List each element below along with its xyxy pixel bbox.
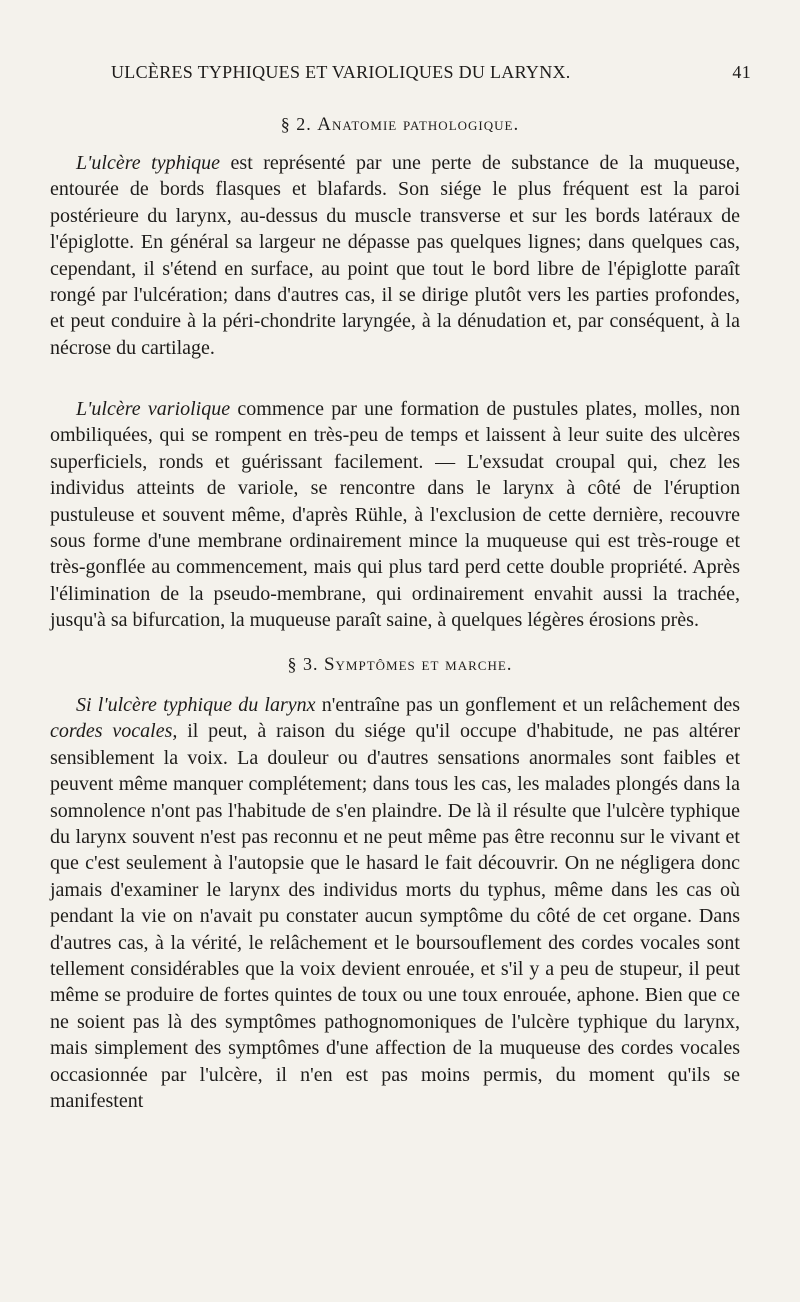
running-head-title: ULCÈRES TYPHIQUES ET VARIOLIQUES DU LARYNX. <box>111 62 571 82</box>
section-symbol: § 3. <box>287 654 319 674</box>
page-number: 41 <box>732 62 751 82</box>
section-title: Anatomie pathologique. <box>317 114 520 135</box>
section-heading-anatomie <box>0 114 800 136</box>
italic-term: L'ulcère typhique <box>76 152 221 174</box>
paragraph-ulcere-variolique <box>50 396 740 634</box>
paragraph-text: commence par une formation de pustules plates, molles, non ombiliquées, qui se rompent en très-peu de temps et laissent à leur suite des ulcères superficiels, ronds et guérissant facilement. — L'exsudat croupal qui, chez les individus atteints de variole, se rencontre dans le larynx à côté de l'éruption pustuleuse et souvent même, d'après Rühle, à l'exclusion de cette dernière, recouvre sous forme d'une membrane ordinairement mince la muqueuse qui est très-rouge et très-gonflée au commencement, mais qui plus tard perd cette double propriété. Après l'élimination de la pseudo-membrane, qui ordinairement envahit aussi la trachée, jusqu'à sa bifurcation, la muqueuse paraît saine, à quelques légères érosions près. <box>50 398 740 632</box>
paragraph-symptomes <box>50 692 740 1115</box>
running-head <box>0 62 800 86</box>
italic-term: L'ulcère variolique <box>76 398 231 420</box>
section-title: Symptômes et marche. <box>323 654 513 675</box>
italic-term: cordes vocales, <box>50 720 178 743</box>
section-symbol: § 2. <box>280 114 312 134</box>
paragraph-text: n'entraîne pas un gonflement et un relâchement des <box>315 694 740 716</box>
italic-term: Si l'ulcère typhique du larynx <box>76 694 316 716</box>
section-heading-symptomes <box>0 654 800 676</box>
paragraph-text: il peut, à raison du siége qu'il occupe d'habitude, ne pas altérer sensiblement la voix. La douleur ou d'autres sensations anormales sont faibles et peuvent même manquer complétement; dans tous les cas, les malades plongés dans la somnolence n'ont pas l'habitude de s'en plaindre. De là il résulte que l'ulcère typhique du larynx souvent n'est pas reconnu et ne peut même pas être reconnu sur le vivant et que c'est seulement à l'autopsie que le hasard le fait découvrir. On ne négligera donc jamais d'examiner le larynx des individus morts du typhus, même dans les cas où pendant la vie on n'avait pu constater aucun symptôme du côté de cet organe. Dans d'autres cas, à la vérité, le relâchement et le boursouflement des cordes vocales sont tellement considérables que la voix devient enrouée, et s'il y a peu de stupeur, il peut même se produire de fortes quintes de toux ou une toux enrouée, aphone. Bien que ce ne soient pas là des symptômes pathognomoniques de l'ulcère typhique du larynx, mais simplement des symptômes d'une affection de la muqueuse des cordes vocales occasionnée par l'ulcère, il n'en est pas moins permis, du moment qu'ils se manifestent <box>50 720 740 1113</box>
paragraph-ulcere-typhique <box>50 150 740 361</box>
paragraph-text: est représenté par une perte de substance de la muqueuse, entourée de bords flasques et blafards. Son siége le plus fréquent est la paroi postérieure du larynx, au-dessus du muscle transverse et sur les bords latéraux de l'épiglotte. En général sa largeur ne dépasse pas quelques lignes; dans quelques cas, cependant, il s'étend en surface, au point que tout le bord libre de l'épiglotte paraît rongé par l'ulcération; dans d'autres cas, il se dirige plutôt vers les parties profondes, et peut conduire à la péri-chondrite laryngée, à la dénudation et, par conséquent, à la nécrose du cartilage. <box>50 152 740 359</box>
